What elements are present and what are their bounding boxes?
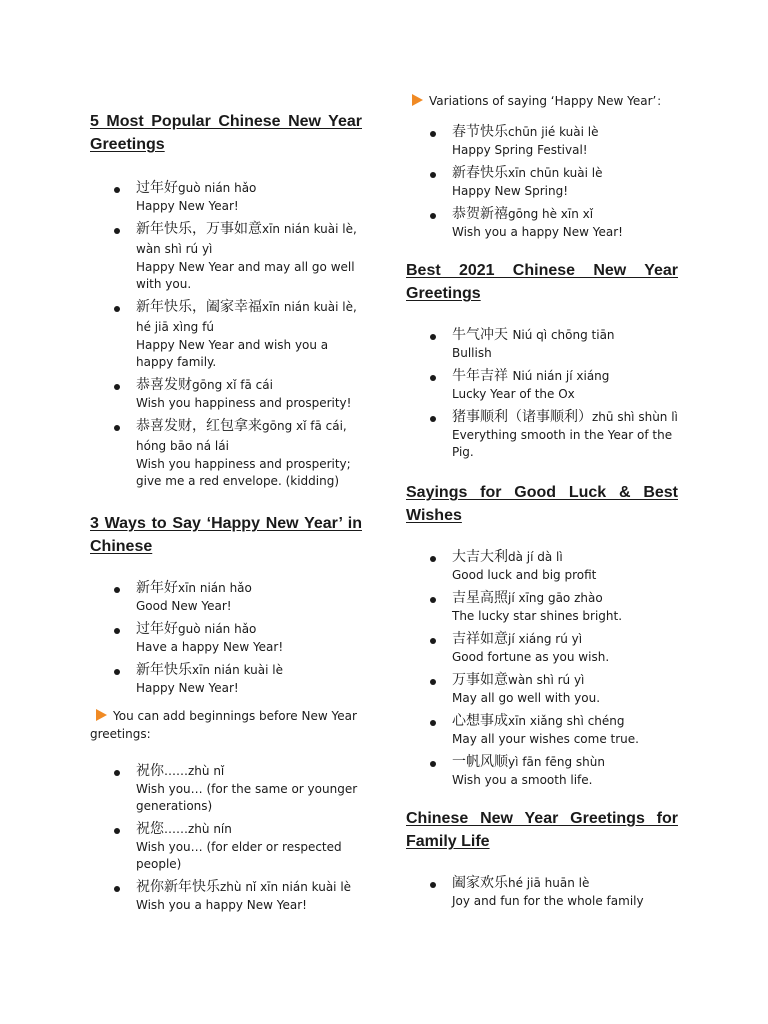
section-title-family-life: Chinese New Year Greetings for Family Life: [406, 810, 678, 850]
bullet-icon: [430, 334, 436, 340]
bullet-icon: [430, 213, 436, 219]
good-luck-list: [406, 547, 678, 789]
bullet-icon: [430, 416, 436, 422]
list-item: 新年好xīn nián hǎo Good New Year!: [90, 578, 362, 615]
bullet-icon: [114, 306, 120, 312]
section-title-ways-to-say: 3 Ways to Say ‘Happy New Year’ in Chinese: [90, 515, 362, 555]
list-item: 祝你……zhù nǐ Wish you… (for the same or younger generations): [90, 761, 362, 815]
list-item: 祝您……zhù nín Wish you… (for elder or respected people): [90, 819, 362, 873]
list-item: 心想事成xīn xiǎng shì chéng May all your wishes come true.: [406, 711, 678, 748]
bullet-icon: [114, 770, 120, 776]
bullet-icon: [430, 761, 436, 767]
list-item: 新年快乐xīn nián kuài lè Happy New Year!: [90, 660, 362, 697]
bullet-icon: [114, 628, 120, 634]
bullet-icon: [114, 669, 120, 675]
family-life-list: [406, 873, 678, 910]
bullet-icon: [114, 587, 120, 593]
list-item: 恭贺新禧gōng hè xīn xǐ Wish you a happy New Year!: [406, 204, 678, 241]
list-item: 牛气冲天 Niú qì chōng tiān Bullish: [406, 325, 678, 362]
arrow-bullet-icon: [96, 709, 107, 721]
bullet-icon: [430, 556, 436, 562]
bullet-icon: [114, 228, 120, 234]
variations-list: [406, 122, 678, 241]
bullet-icon: [114, 425, 120, 431]
bullet-icon: [430, 375, 436, 381]
right-column: [406, 0, 678, 914]
bullet-icon: [114, 886, 120, 892]
popular-greetings-list: [90, 178, 362, 490]
list-item: 大吉大利dà jí dà lì Good luck and big profit: [406, 547, 678, 584]
list-item: 过年好guò nián hǎo Have a happy New Year!: [90, 619, 362, 656]
list-item: 新春快乐xīn chūn kuài lè Happy New Spring!: [406, 163, 678, 200]
bullet-icon: [114, 187, 120, 193]
list-item: 恭喜发财gōng xǐ fā cái Wish you happiness and prosperity!: [90, 375, 362, 412]
list-item: 万事如意wàn shì rú yì May all go well with you.: [406, 670, 678, 707]
bullet-icon: [430, 720, 436, 726]
bullet-icon: [430, 882, 436, 888]
ways-to-say-list: [90, 578, 362, 697]
section-title-popular-greetings: 5 Most Popular Chinese New Year Greetings: [90, 113, 362, 153]
list-item: 阖家欢乐hé jiā huān lè Joy and fun for the whole family: [406, 873, 678, 910]
bullet-icon: [114, 828, 120, 834]
list-item: 春节快乐chūn jié kuài lè Happy Spring Festival!: [406, 122, 678, 159]
beginnings-list: [90, 761, 362, 914]
best-2021-list: [406, 325, 678, 461]
list-item: 吉星高照jí xīng gāo zhào The lucky star shines bright.: [406, 588, 678, 625]
bullet-icon: [430, 597, 436, 603]
list-item: 一帆风顺yì fān fēng shùn Wish you a smooth life.: [406, 752, 678, 789]
list-item: 新年快乐，阖家幸福xīn nián kuài lè, hé jiā xìng fú Happy New Year and wish you a happy family.: [90, 297, 362, 371]
bullet-icon: [430, 679, 436, 685]
bullet-icon: [114, 384, 120, 390]
bullet-icon: [430, 131, 436, 137]
bullet-icon: [430, 172, 436, 178]
note-beginnings: You can add beginnings before New Year greetings:: [90, 709, 357, 741]
list-item: 牛年吉祥 Niú nián jí xiáng Lucky Year of the Ox: [406, 366, 678, 403]
list-item: 猪事顺利（诸事顺利）zhū shì shùn lì Everything smooth in the Year of the Pig.: [406, 407, 678, 461]
note-variations: Variations of saying ‘Happy New Year’：: [406, 92, 678, 110]
list-item: 恭喜发财，红包拿来gōng xǐ fā cái, hóng bāo ná lái Wish you happiness and prosperity; give me a red envelope. (kidding): [90, 416, 362, 490]
list-item: 过年好guò nián hǎo Happy New Year!: [90, 178, 362, 215]
arrow-bullet-icon: [412, 94, 423, 106]
section-title-good-luck: Sayings for Good Luck & Best Wishes: [406, 484, 678, 524]
section-title-best-2021: Best 2021 Chinese New Year Greetings: [406, 262, 678, 302]
list-item: 吉祥如意jí xiáng rú yì Good fortune as you wish.: [406, 629, 678, 666]
bullet-icon: [430, 638, 436, 644]
list-item: 祝你新年快乐zhù nǐ xīn nián kuài lè Wish you a happy New Year!: [90, 877, 362, 914]
list-item: 新年快乐，万事如意xīn nián kuài lè, wàn shì rú yì Happy New Year and may all go well with you.: [90, 219, 362, 293]
left-column: [90, 0, 362, 918]
